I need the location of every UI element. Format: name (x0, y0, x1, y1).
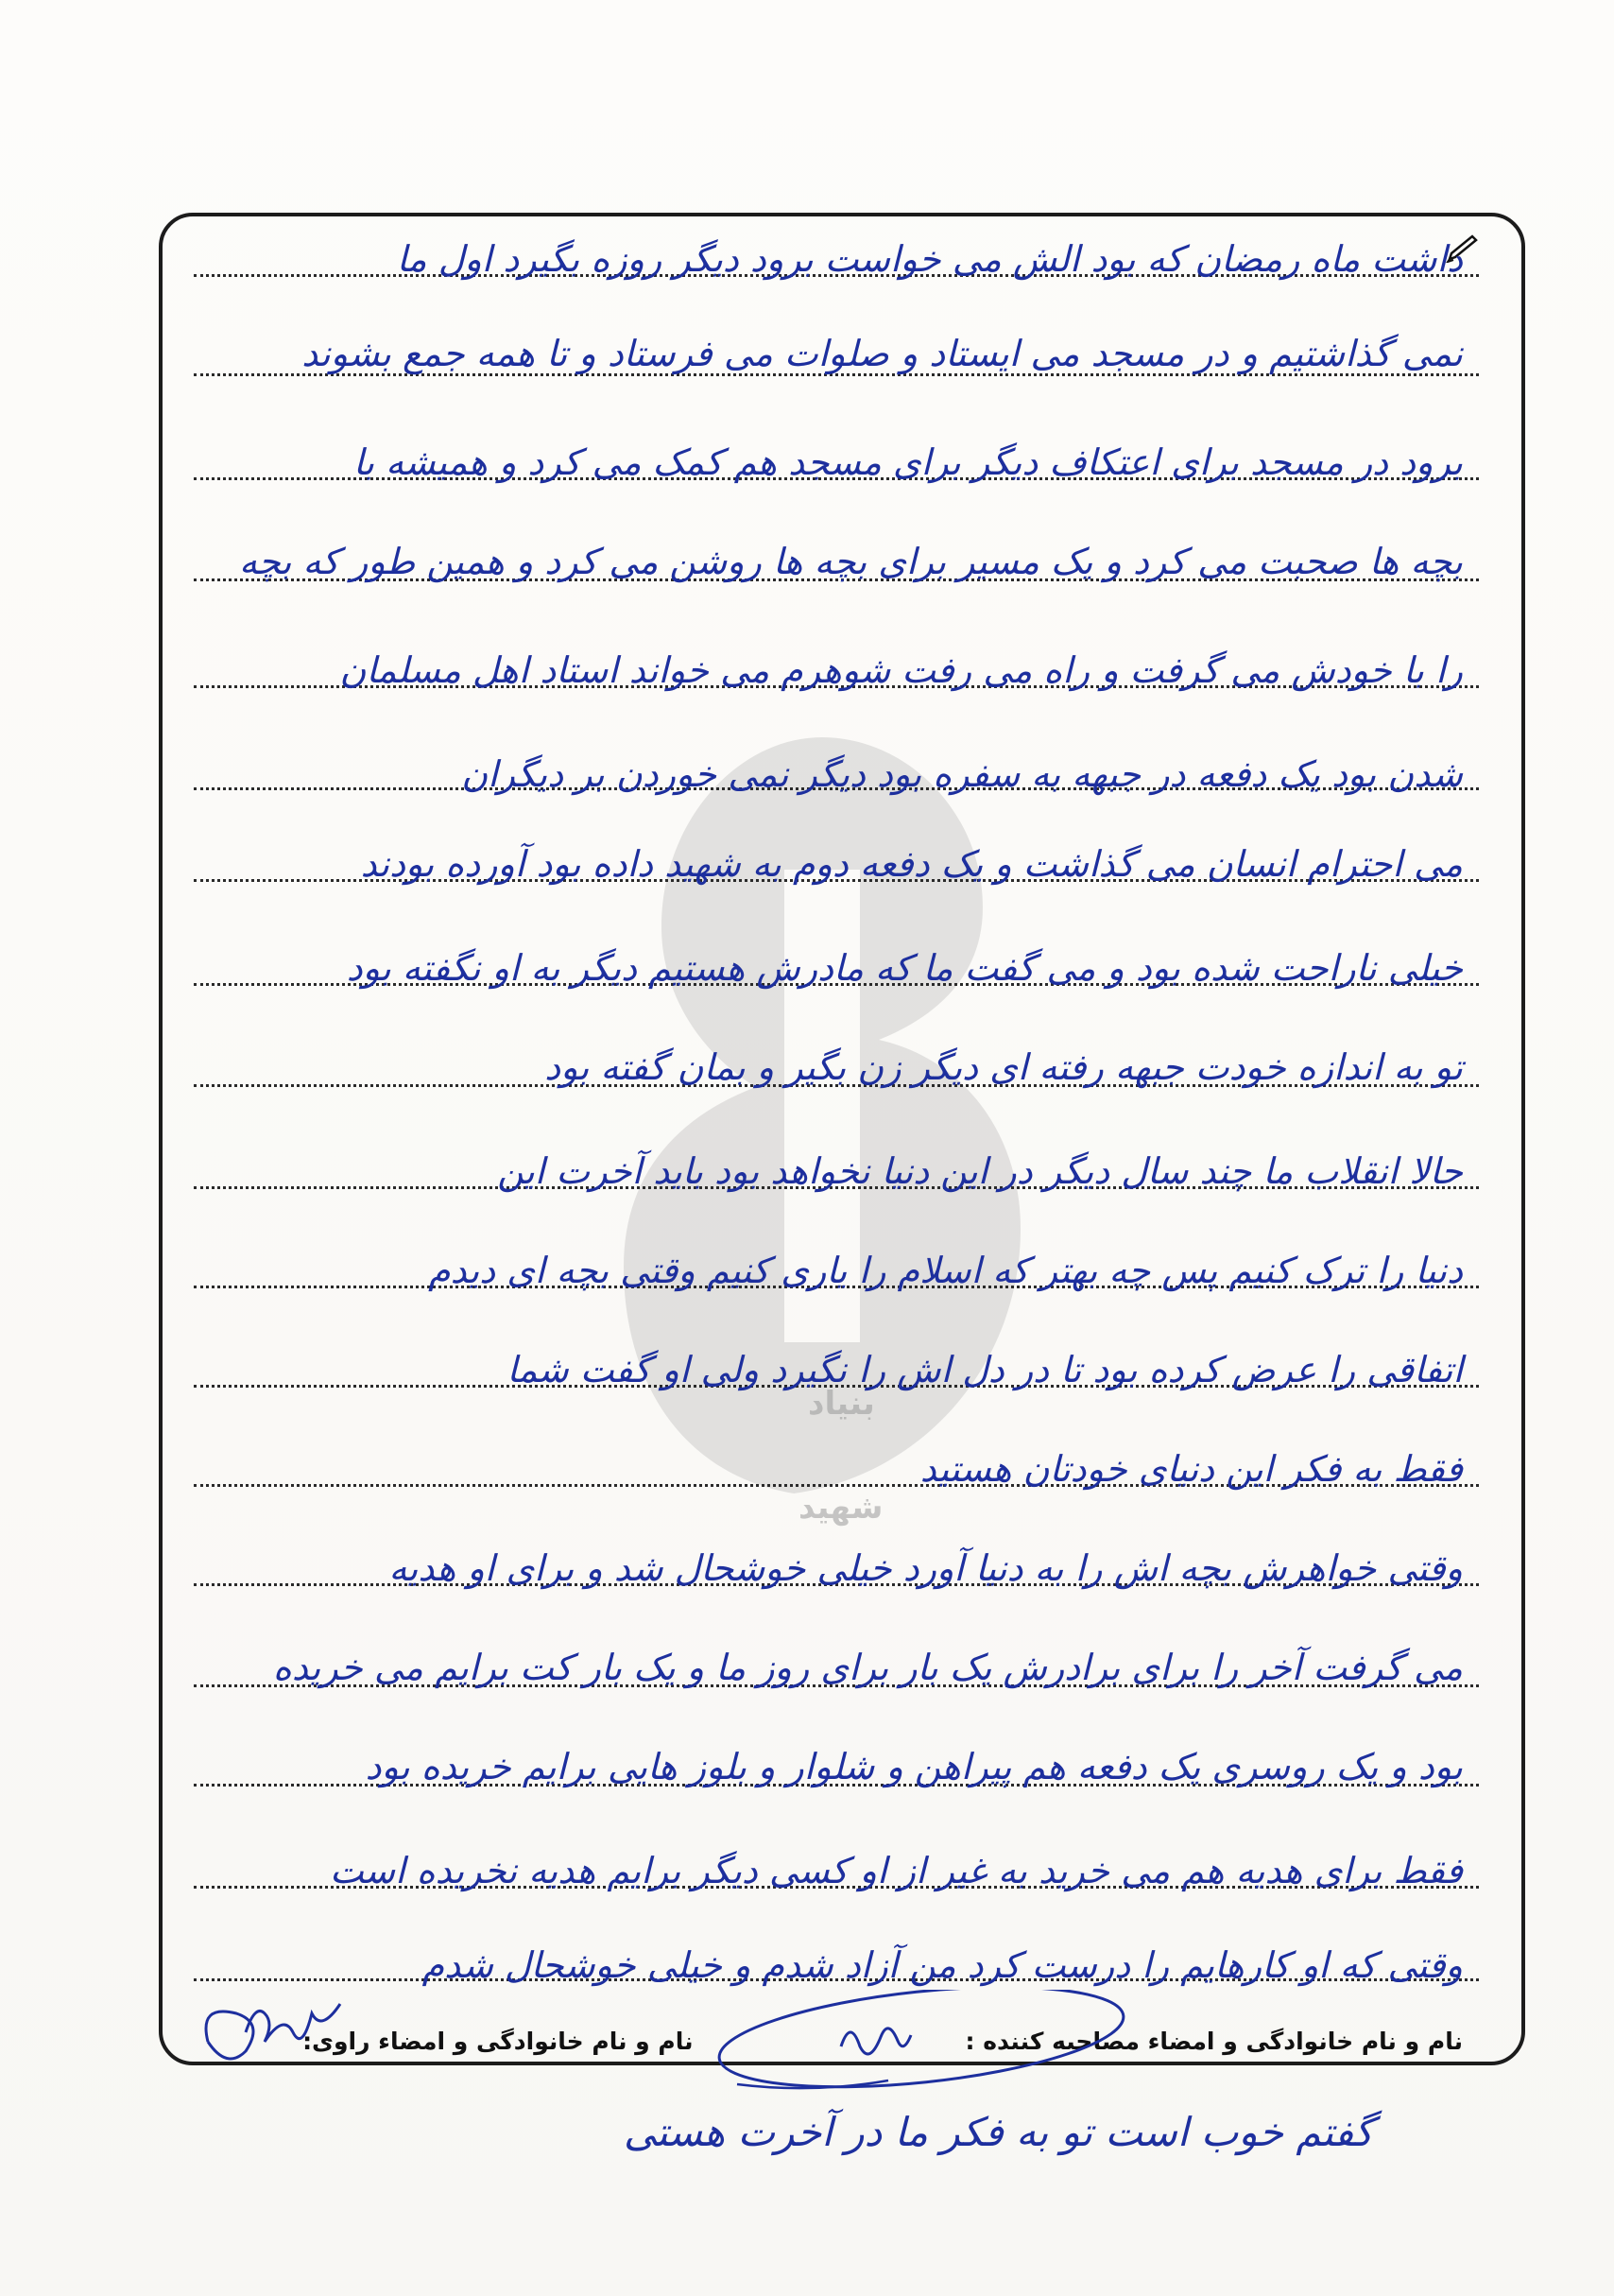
bottom-margin-note: گفتم خوب است تو به فکر ما در آخرت هستی (624, 2109, 1374, 2155)
handwritten-line: شدن بود یک دفعه در جبهه به سفره بود دیگر نمی خوردن بر دیگران (461, 753, 1463, 795)
watermark-text-2: شهید (798, 1489, 884, 1527)
handwritten-line: بود و یک روسری یک دفعه هم پیراهن و شلوار و بلوز هایی برایم خریده بود (365, 1746, 1463, 1787)
handwritten-line: دنیا را ترک کنیم پس چه بهتر که اسلام را یاری کنیم وقتی بچه ای دیدم (428, 1250, 1463, 1291)
handwritten-line: وقتی که او کارهایم را درست کرد من آزاد شدم و خیلی خوشحال شدم (421, 1944, 1463, 1986)
handwritten-line: اتفاقی را عرض کرده بود تا در دل اش را نگیرد ولی او گفت شما (507, 1349, 1463, 1390)
handwritten-line: فقط به فکر این دنیای خودتان هستید (919, 1448, 1463, 1490)
narrator-signature (189, 1985, 350, 2080)
narrator-signature-label: نام و نام خانوادگی و امضاء راوی: (302, 2028, 694, 2055)
handwritten-line: وقتی خواهرش بچه اش را به دنیا آورد خیلی خوشحال شد و برای او هدیه (388, 1547, 1463, 1589)
handwritten-line: می گرفت آخر را برای برادرش یک بار برای روز ما و یک بار کت برایم می خریده (272, 1647, 1463, 1688)
handwritten-line: خیلی ناراحت شده بود و می گفت ما که مادرش هستیم دیگر به او نگفته بود (346, 947, 1463, 989)
interviewer-signature (699, 1990, 1143, 2103)
handwritten-line: می احترام انسان می گذاشت و یک دفعه دوم به شهید داده بود آورده بودند (360, 843, 1463, 885)
handwritten-line: را با خودش می گرفت و راه می رفت شوهرم می خواند استاد اهل مسلمان (339, 649, 1463, 691)
handwritten-line: برود در مسجد برای اعتکاف دیگر برای مسجد هم کمک می کرد و همیشه با (352, 441, 1463, 483)
handwritten-line: حالا انقلاب ما چند سال دیگر در این دنیا نخواهد بود باید آخرت این (497, 1150, 1463, 1192)
form-frame (159, 213, 1525, 2065)
watermark-text-1: بنیاد (808, 1385, 875, 1423)
handwritten-line: داشت ماه رمضان که بود الش می خواست برود دیگر روزه بگیرد اول ما (396, 238, 1463, 280)
interviewer-signature-label: نام و نام خانوادگی و امضاء مصاحبه کننده : (965, 2028, 1463, 2055)
handwritten-line: فقط برای هدیه هم می خرید به غیر از او کسی دیگر برایم هدیه نخریده است (329, 1850, 1463, 1891)
handwritten-line: نمی گذاشتیم و در مسجد می ایستاد و صلوات می فرستاد و تا همه جمع بشوند (301, 333, 1463, 374)
handwritten-line: بچه ها صحبت می کرد و یک مسیر برای بچه ها روشن می کرد و همین طور که بچه (238, 541, 1463, 582)
handwritten-line: تو به اندازه خودت جبهه رفته ای دیگر زن بگیر و بمان گفته بود (544, 1046, 1463, 1088)
